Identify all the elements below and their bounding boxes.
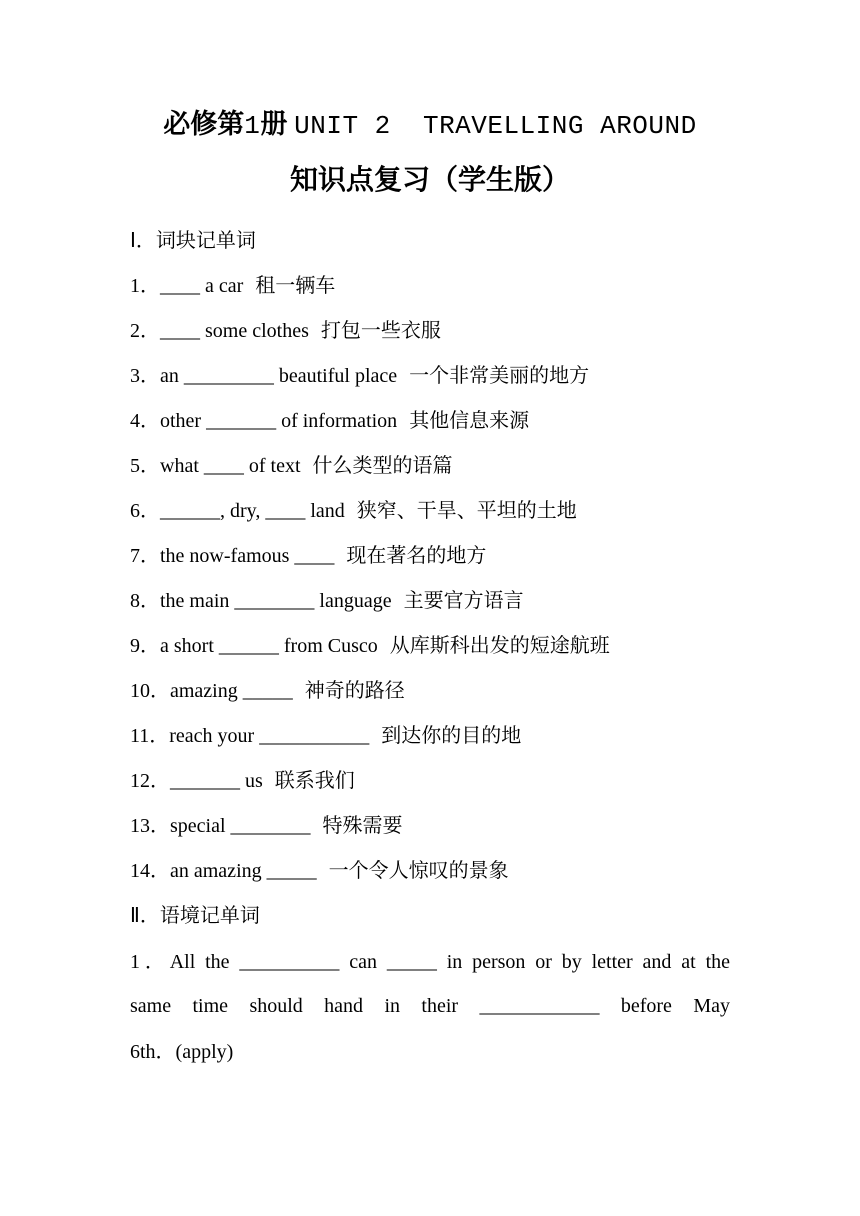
document-subtitle: 知识点复习（学生版） — [289, 163, 570, 196]
vocab-item — [130, 541, 486, 570]
vocab-item-chinese: 特殊需要 — [322, 813, 403, 837]
vocab-item — [130, 766, 355, 795]
vocab-item-chinese: 什么类型的语篇 — [312, 453, 453, 477]
vocab-item-english: 4．other _______ of information — [130, 410, 398, 432]
vocab-item-chinese: 租一辆车 — [255, 273, 336, 297]
vocab-item-chinese: 狭窄、干旱、平坦的土地 — [356, 498, 577, 522]
vocab-item-chinese: 其他信息来源 — [409, 408, 530, 432]
vocab-item-chinese: 打包一些衣服 — [320, 318, 441, 342]
vocab-item — [130, 811, 403, 840]
section-2-heading: Ⅱ．语境记单词 — [130, 903, 260, 927]
vocab-item — [130, 721, 521, 750]
vocab-item-english: 9．a short ______ from Cusco — [130, 635, 378, 657]
vocab-item-english: 14．an amazing _____ — [130, 860, 317, 882]
vocab-item — [130, 271, 335, 300]
vocab-item-english: 8．the main ________ language — [130, 590, 392, 612]
title-cjk-prefix: 必修第 — [163, 109, 245, 140]
exercise-line: same time should hand in their ____________ before May — [130, 995, 730, 1017]
vocab-item — [130, 496, 577, 525]
vocab-item-chinese: 到达你的目的地 — [381, 723, 522, 747]
vocab-item — [130, 676, 405, 705]
title-volume-number: 1 — [244, 111, 261, 141]
vocab-item-english: 5．what ____ of text — [130, 455, 301, 477]
vocab-item-chinese: 现在著名的地方 — [346, 543, 487, 567]
vocab-item-english: 6．______, dry, ____ land — [130, 500, 345, 522]
vocab-item — [130, 361, 589, 390]
vocab-item-chinese: 一个令人惊叹的景象 — [328, 858, 509, 882]
vocab-item-english: 12．_______ us — [130, 770, 263, 792]
vocab-item-english: 2．____ some clothes — [130, 320, 309, 342]
document-title — [0, 106, 860, 144]
vocab-item-english: 10．amazing _____ — [130, 680, 293, 702]
title-unit: UNIT 2 TRAVELLING AROUND — [294, 111, 697, 141]
exercise-line: 1．All the __________ can _____ in person or by letter and at the — [130, 951, 730, 973]
vocab-item-chinese: 联系我们 — [274, 768, 355, 792]
vocab-item-chinese: 一个非常美丽的地方 — [409, 363, 590, 387]
vocab-item — [130, 406, 529, 435]
exercise-line: 6th．(apply) — [130, 1041, 234, 1063]
vocab-item-english: 13．special ________ — [130, 815, 311, 837]
vocab-item-chinese: 神奇的路径 — [304, 678, 405, 702]
vocab-item-chinese: 从库斯科出发的短途航班 — [389, 633, 610, 657]
section-1-heading: Ⅰ．词块记单词 — [130, 228, 256, 252]
title-cjk-volume: 册 — [260, 109, 288, 140]
vocab-item — [130, 451, 453, 480]
vocab-item — [130, 631, 610, 660]
vocab-item-english: 1．____ a car — [130, 275, 244, 297]
vocab-item-chinese: 主要官方语言 — [403, 588, 524, 612]
vocab-item-english: 7．the now-famous ____ — [130, 545, 335, 567]
vocab-item-english: 3．an _________ beautiful place — [130, 365, 398, 387]
vocab-item-english: 11．reach your ___________ — [130, 725, 370, 747]
vocab-item — [130, 856, 509, 885]
vocab-item — [130, 586, 524, 615]
vocab-item — [130, 316, 441, 345]
